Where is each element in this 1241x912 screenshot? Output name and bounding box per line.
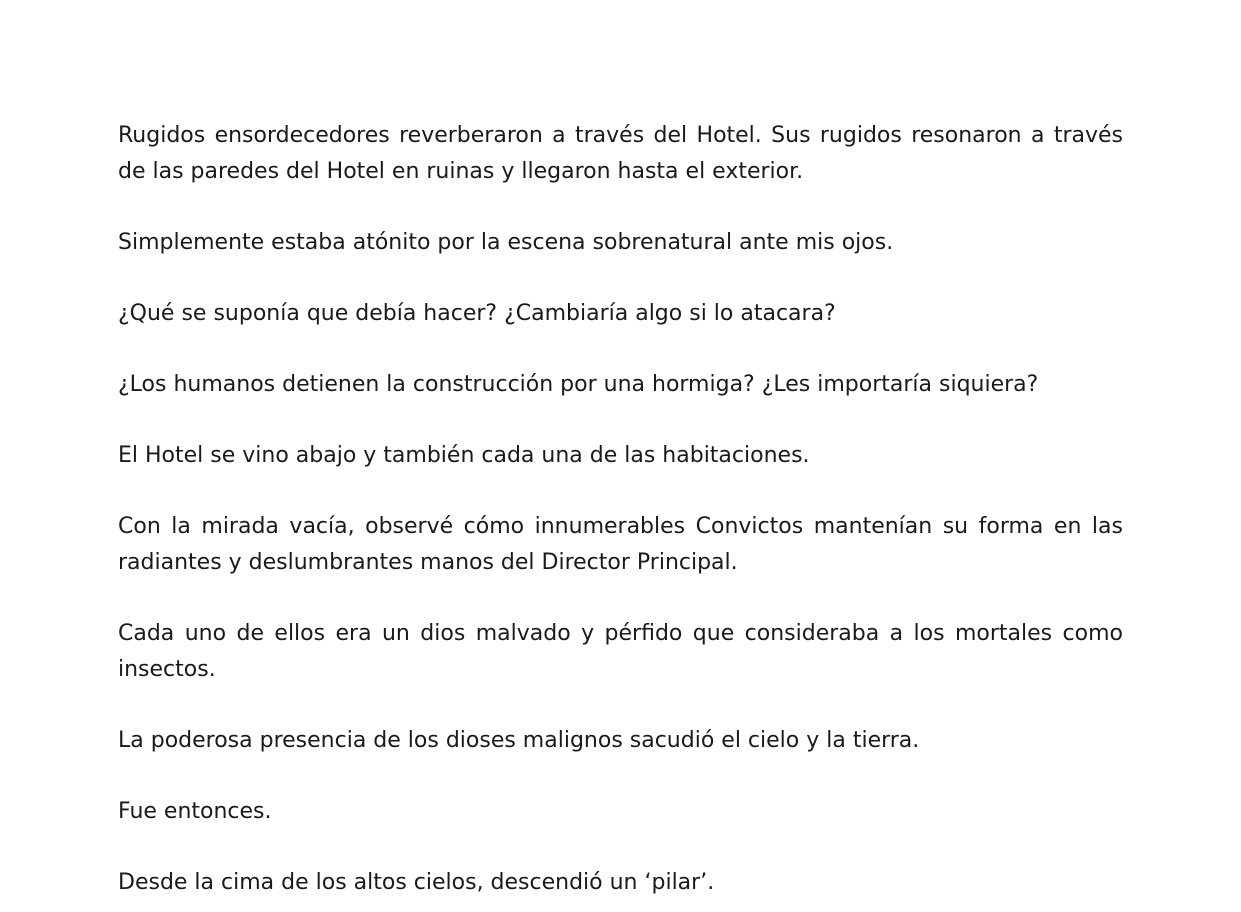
document-body: [118, 118, 1123, 901]
paragraph-8: La poderosa presencia de los dioses malignos sacudió el cielo y la tierra.: [118, 728, 920, 753]
paragraph-6: Con la mirada vacía, observé cómo innumerables Convictos mantenían su forma en las radiantes y deslumbrantes manos del Director Principal.: [118, 514, 1123, 575]
paragraph-7: Cada uno de ellos era un dios malvado y pérfido que consideraba a los mortales como insectos.: [118, 621, 1123, 682]
paragraph-9: Fue entonces.: [118, 799, 272, 824]
paragraph-1: Rugidos ensordecedores reverberaron a través del Hotel. Sus rugidos resonaron a través de las paredes del Hotel en ruinas y llegaron hasta el exterior.: [118, 123, 1123, 184]
paragraph-3: ¿Qué se suponía que debía hacer? ¿Cambiaría algo si lo atacara?: [118, 301, 836, 326]
paragraph-5: El Hotel se vino abajo y también cada una de las habitaciones.: [118, 443, 810, 468]
paragraph-10: Desde la cima de los altos cielos, descendió un ‘pilar’.: [118, 870, 715, 895]
paragraph-2: Simplemente estaba atónito por la escena sobrenatural ante mis ojos.: [118, 230, 894, 255]
paragraph-4: ¿Los humanos detienen la construcción por una hormiga? ¿Les importaría siquiera?: [118, 372, 1039, 397]
